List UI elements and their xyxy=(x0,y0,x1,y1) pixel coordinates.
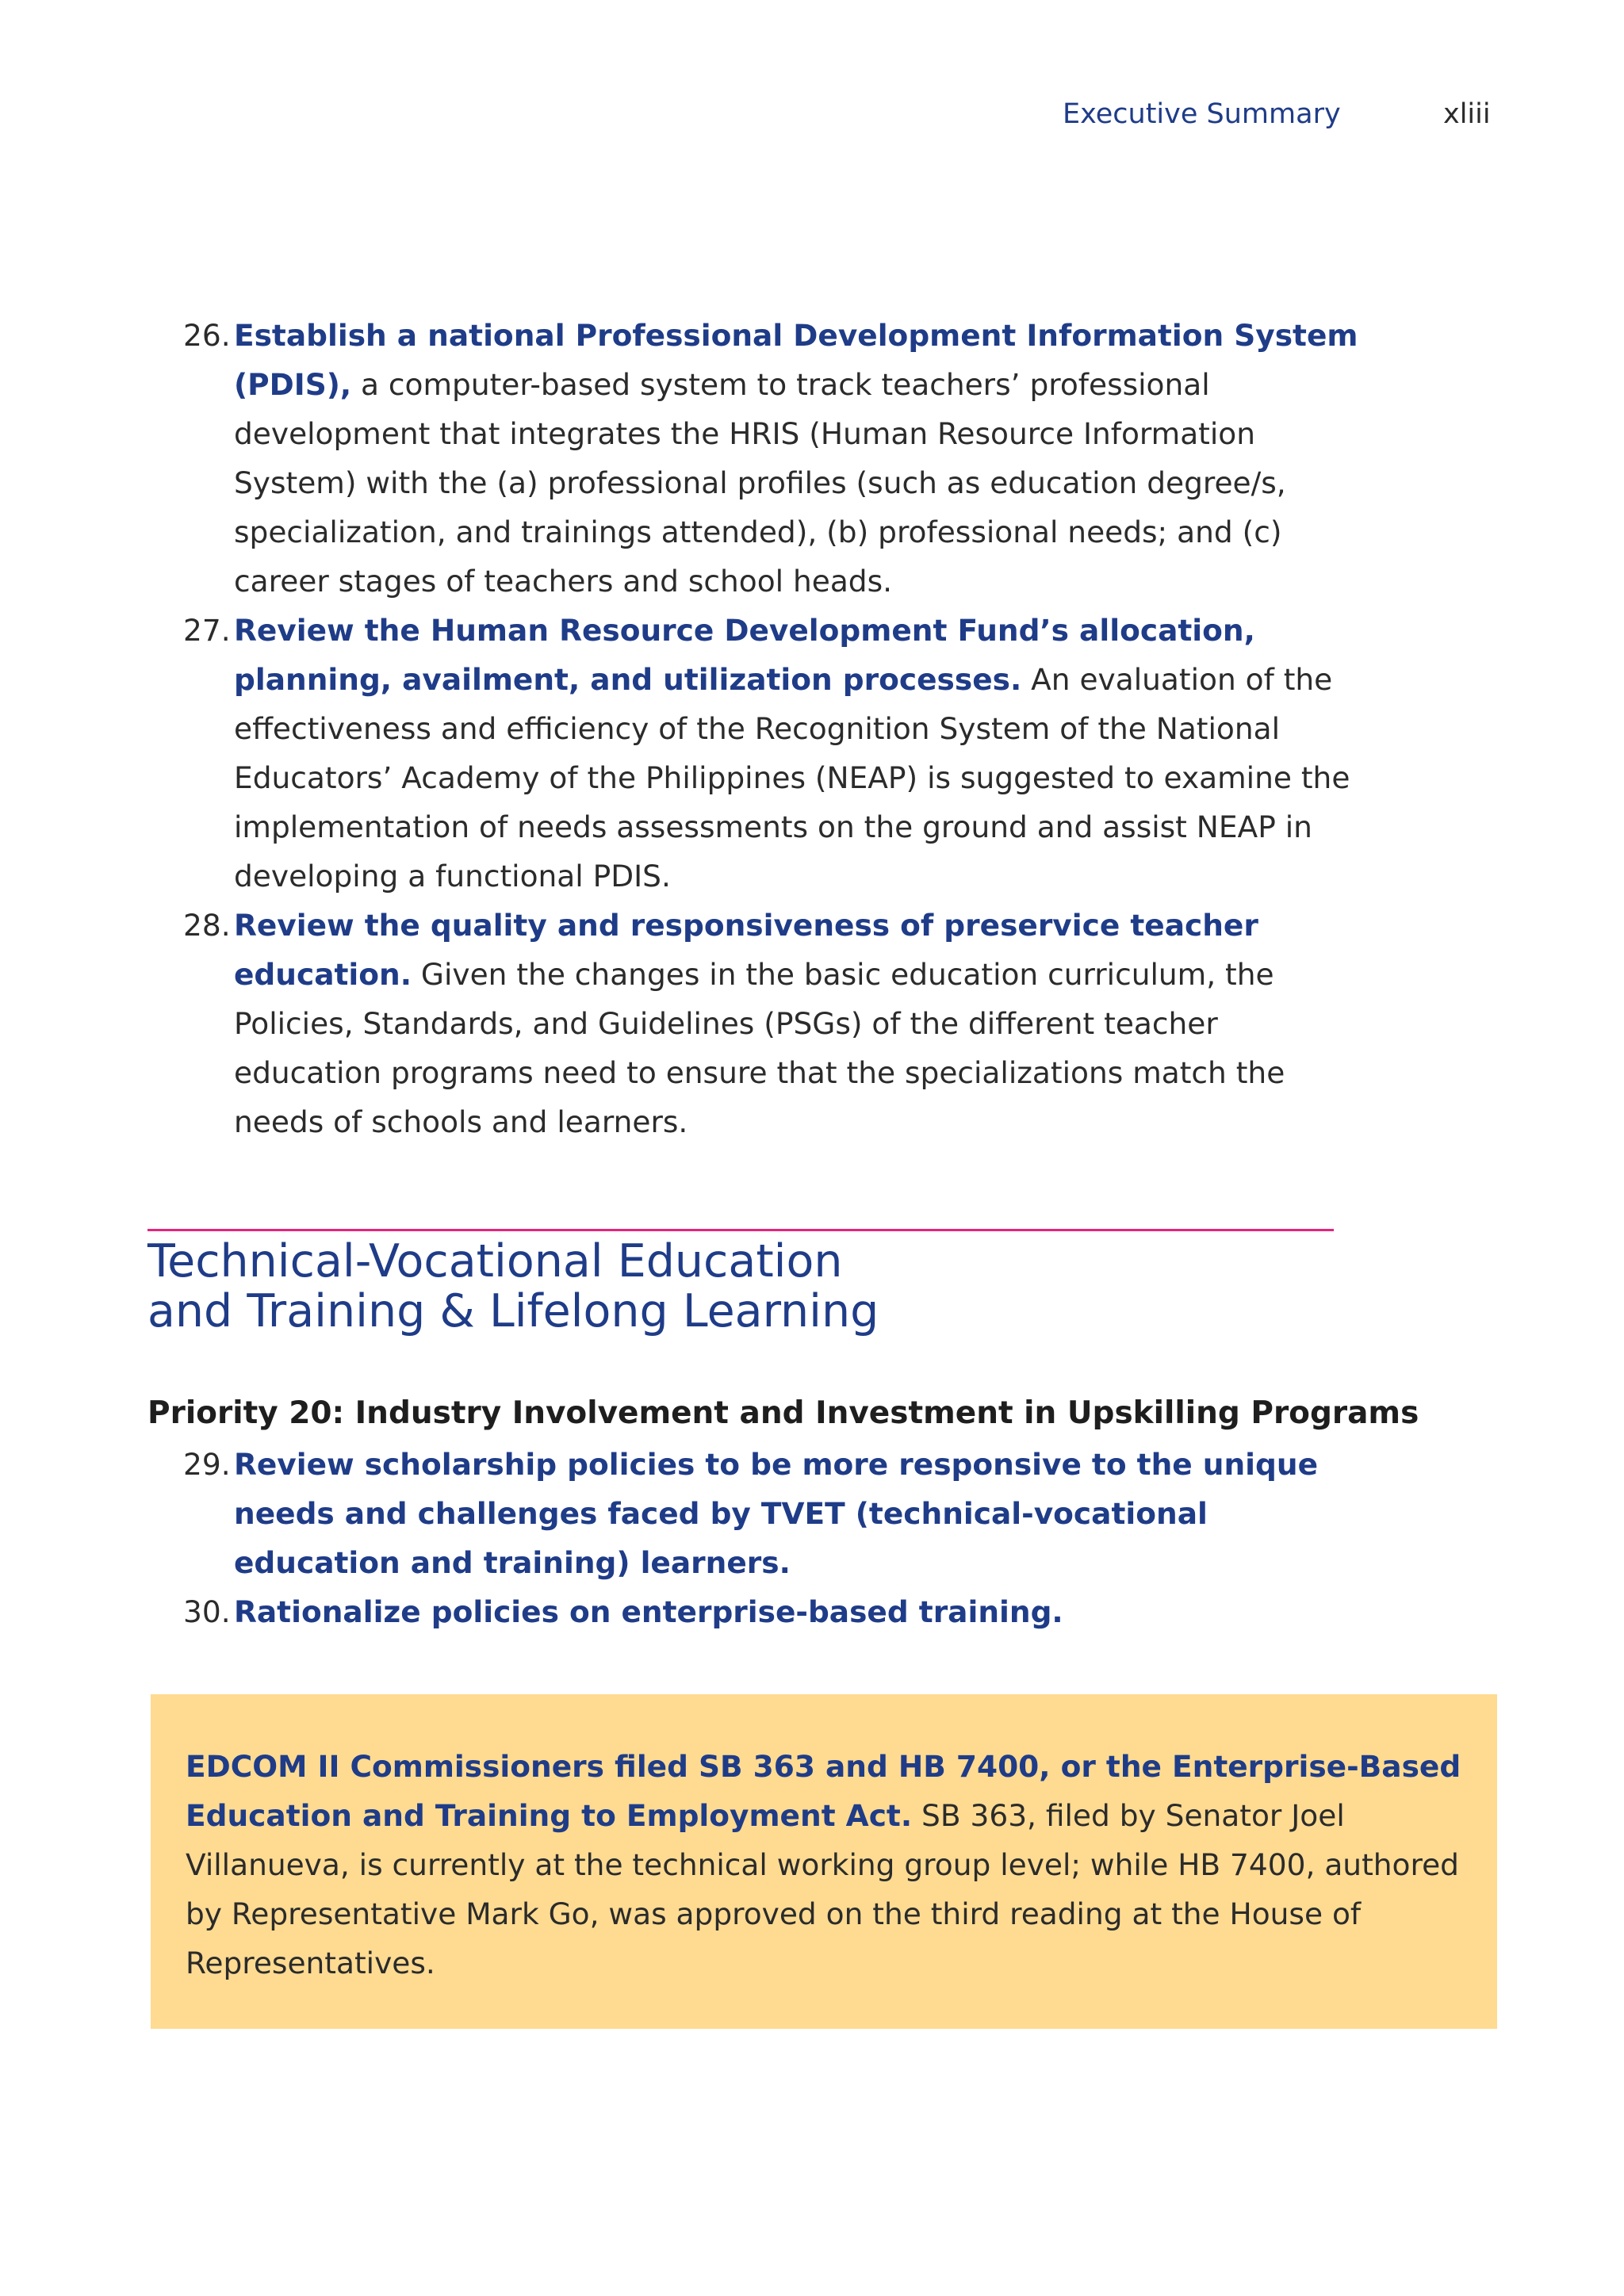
callout-box xyxy=(151,1694,1497,2029)
recommendation-number: 29. xyxy=(183,1447,231,1482)
section-title xyxy=(147,1237,1099,1337)
recommendation-item xyxy=(183,901,1360,1146)
recommendation-number: 26. xyxy=(183,318,231,353)
recommendation-number: 30. xyxy=(183,1594,231,1629)
recommendation-lead: Review the Human Resource Development Fund’s allocation, planning, availment, and utilization processes. xyxy=(234,613,1255,697)
callout-body: SB 363, filed by Senator Joel Villanueva, is currently at the technical working group level; while HB 7400, authored by Representative Mark Go, was approved on the third reading at the House of Representatives. xyxy=(186,1798,1459,1980)
recommendation-list xyxy=(0,311,1624,1146)
recommendation-item xyxy=(183,606,1360,901)
recommendation-number: 27. xyxy=(183,613,231,648)
recommendation-item xyxy=(183,311,1360,606)
recommendation-item xyxy=(183,1587,1360,1636)
recommendation-body: a computer-based system to track teachers’ professional development that integrates the HRIS (Human Resource Information System) with the (a) professional profiles (such as education degree/s, specialization, and trainings attended), (b) professional needs; and (c) career stages of teachers and school heads. xyxy=(234,367,1286,599)
page-number: xliii xyxy=(1443,98,1491,130)
recommendation-lead: Review the quality and responsiveness of preservice teacher education. xyxy=(234,908,1258,992)
recommendation-item xyxy=(183,1440,1360,1587)
priority-heading: Priority 20: Industry Involvement and Investment in Upskilling Programs xyxy=(147,1395,1419,1431)
section-title-line: and Training & Lifelong Learning xyxy=(147,1285,879,1337)
recommendation-lead: Establish a national Professional Development Information System (PDIS), xyxy=(234,318,1358,402)
recommendation-list xyxy=(0,1440,1624,1636)
section-title-line: Technical-Vocational Education xyxy=(147,1235,843,1288)
recommendation-number: 28. xyxy=(183,908,231,943)
recommendation-body: Given the changes in the basic education curriculum, the Policies, Standards, and Guidelines (PSGs) of the different teacher education programs need to ensure that the specializations match the needs of schools and learners. xyxy=(234,957,1285,1139)
callout-lead: EDCOM II Commissioners filed SB 363 and HB 7400, or the Enterprise-Based Education and Training to Employment Act. xyxy=(186,1749,1461,1833)
recommendation-body: An evaluation of the effectiveness and efficiency of the Recognition System of the National Educators’ Academy of the Philippines (NEAP) is suggested to examine the implementation of needs assessments on the ground and assist NEAP in developing a functional PDIS. xyxy=(234,662,1350,894)
recommendation-lead: Review scholarship policies to be more responsive to the unique needs and challenges faced by TVET (technical-vocational education and training) learners. xyxy=(234,1447,1319,1580)
section-divider xyxy=(147,1229,1334,1231)
running-head: Executive Summary xyxy=(1063,98,1341,130)
recommendation-lead: Rationalize policies on enterprise-based training. xyxy=(234,1594,1063,1629)
